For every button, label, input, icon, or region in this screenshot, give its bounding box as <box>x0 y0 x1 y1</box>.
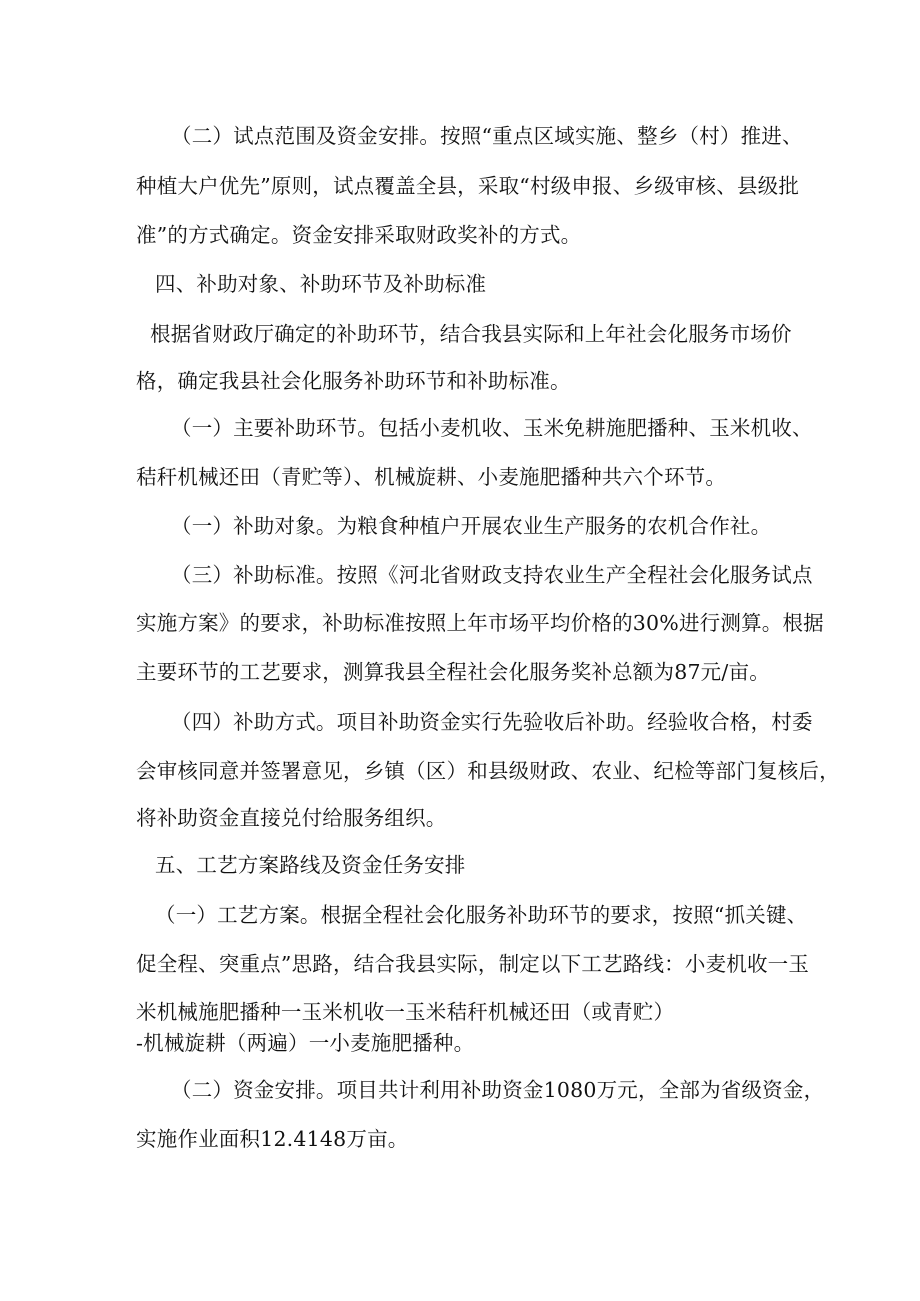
text-line-18: 促全程、突重点”思路，结合我县实际，制定以下工艺路线：小麦机收一玉 <box>136 952 810 976</box>
text-line-12: 主要环节的工艺要求，测算我县全程社会化服务奖补总额为87元/亩。 <box>136 660 770 684</box>
text-line-22: 实施作业面积12.4148万亩。 <box>136 1127 409 1151</box>
text-line-13: （四）补助方式。项目补助资金实行先验收后补助。经验收合格，村委 <box>171 710 813 734</box>
text-line-17: （一）工艺方案。根据全程社会化服务补助环节的要求，按照“抓关键、 <box>155 903 808 927</box>
section-heading-4: 四、补助对象、补助环节及补助标准 <box>155 272 487 296</box>
text-line-9: （一）补助对象。为粮食种植户开展农业生产服务的农机合作社。 <box>171 514 772 538</box>
text-line-21: （二）资金安排。项目共计利用补助资金1080万元，全部为省级资金， <box>171 1078 825 1102</box>
text-line-6: 格，确定我县社会化服务补助环节和补助标准。 <box>136 369 571 393</box>
text-line-14: 会审核同意并签署意见，乡镇（区）和县级财政、农业、纪检等部门复核后， <box>136 759 840 783</box>
text-line-8: 秸秆机械还田（青贮等）、机械旋耕、小麦施肥播种共六个环节。 <box>136 465 727 489</box>
text-line-2: 种植大户优先”原则，试点覆盖全县，采取“村级申报、乡级审核、县级批 <box>136 174 800 198</box>
text-line-3: 准”的方式确定。资金安排采取财政奖补的方式。 <box>136 223 582 247</box>
section-heading-5: 五、工艺方案路线及资金任务安排 <box>155 853 466 877</box>
text-line-1: （二）试点范围及资金安排。按照“重点区域实施、整乡（村）推进、 <box>171 124 803 148</box>
text-line-11: 实施方案》的要求，补助标准按照上年市场平均价格的30%进行测算。根据 <box>136 611 824 635</box>
text-line-10: （三）补助标准。按照《河北省财政支持农业生产全程社会化服务试点 <box>171 563 813 587</box>
text-line-5: 根据省财政厅确定的补助环节，结合我县实际和上年社会化服务市场价 <box>150 322 792 346</box>
text-line-15: 将补助资金直接兑付给服务组织。 <box>136 806 447 830</box>
text-line-20: -机械旋耕（两遍）一小麦施肥播种。 <box>136 1031 475 1055</box>
text-line-19: 米机械施肥播种一玉米机收一玉米秸秆机械还田（或青贮） <box>136 1000 675 1024</box>
text-line-7: （一）主要补助环节。包括小麦机收、玉米免耕施肥播种、玉米机收、 <box>171 416 813 440</box>
